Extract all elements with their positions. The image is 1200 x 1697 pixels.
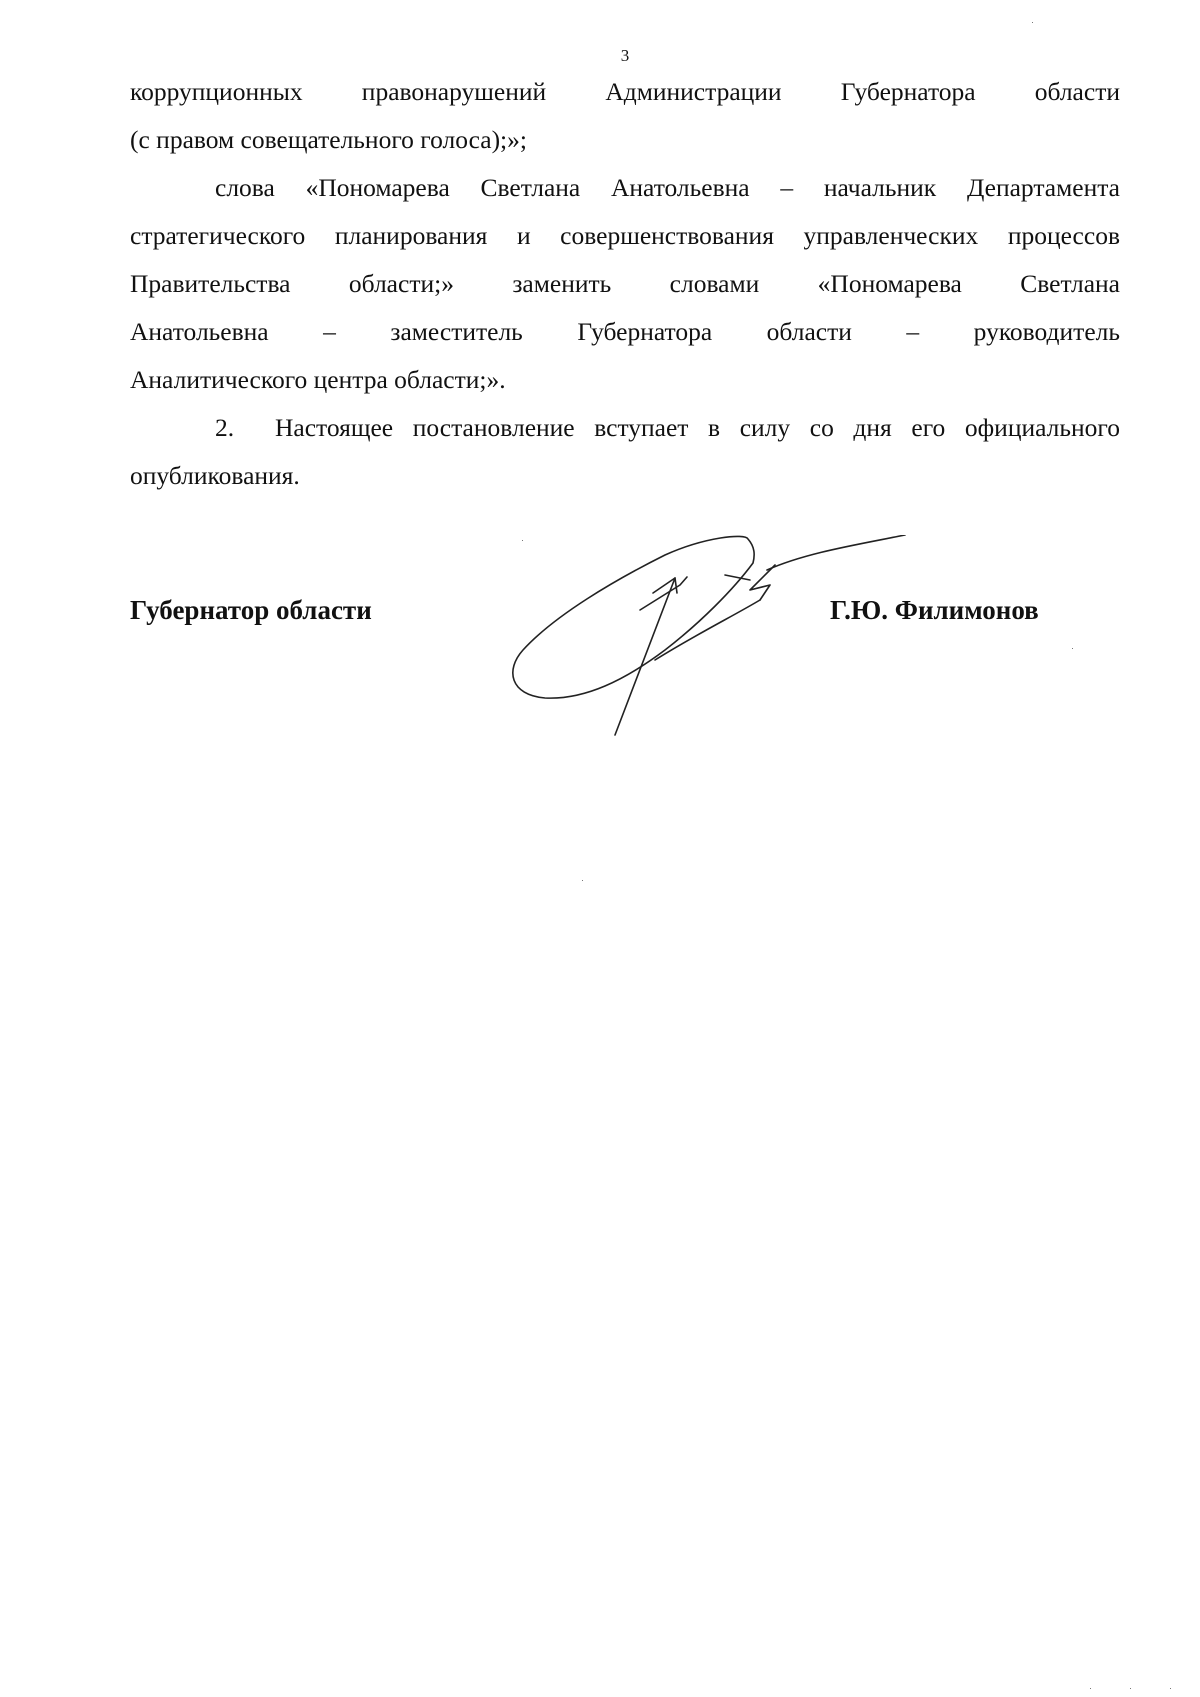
handwritten-signature — [505, 535, 925, 755]
text-line: Аналитического центра области;». — [130, 365, 506, 394]
text-line: опубликования. — [130, 461, 300, 490]
item-number: 2. — [215, 413, 235, 442]
numbered-paragraph — [130, 404, 1120, 452]
signer-position: Губернатор области — [130, 595, 372, 625]
document-body — [130, 68, 1120, 500]
text-line: коррупционных правонарушений Администрации Губернатора области — [130, 77, 1120, 106]
text-line: Анатольевна – заместитель Губернатора области – руководитель — [130, 317, 1120, 346]
page-number: 3 — [620, 46, 630, 65]
signer-name: Г.Ю. Филимонов — [830, 595, 1039, 625]
scan-speck — [522, 540, 523, 541]
scan-speck — [582, 880, 583, 881]
signature-block — [130, 595, 1120, 635]
text-line: (с правом совещательного голоса);»; — [130, 125, 527, 154]
scan-speck — [1032, 22, 1033, 23]
scan-speck — [1090, 1688, 1091, 1689]
scan-speck — [1170, 1688, 1171, 1689]
text-line: стратегического планирования и совершенствования управленческих процессов — [130, 221, 1120, 250]
text-line: слова «Пономарева Светлана Анатольевна – начальник Департамента — [215, 173, 1120, 202]
scan-speck — [1130, 1688, 1131, 1689]
scan-speck — [1072, 648, 1073, 649]
text-line: Настоящее постановление вступает в силу со дня его официального — [275, 413, 1120, 442]
text-line: Правительства области;» заменить словами «Пономарева Светлана — [130, 269, 1120, 298]
